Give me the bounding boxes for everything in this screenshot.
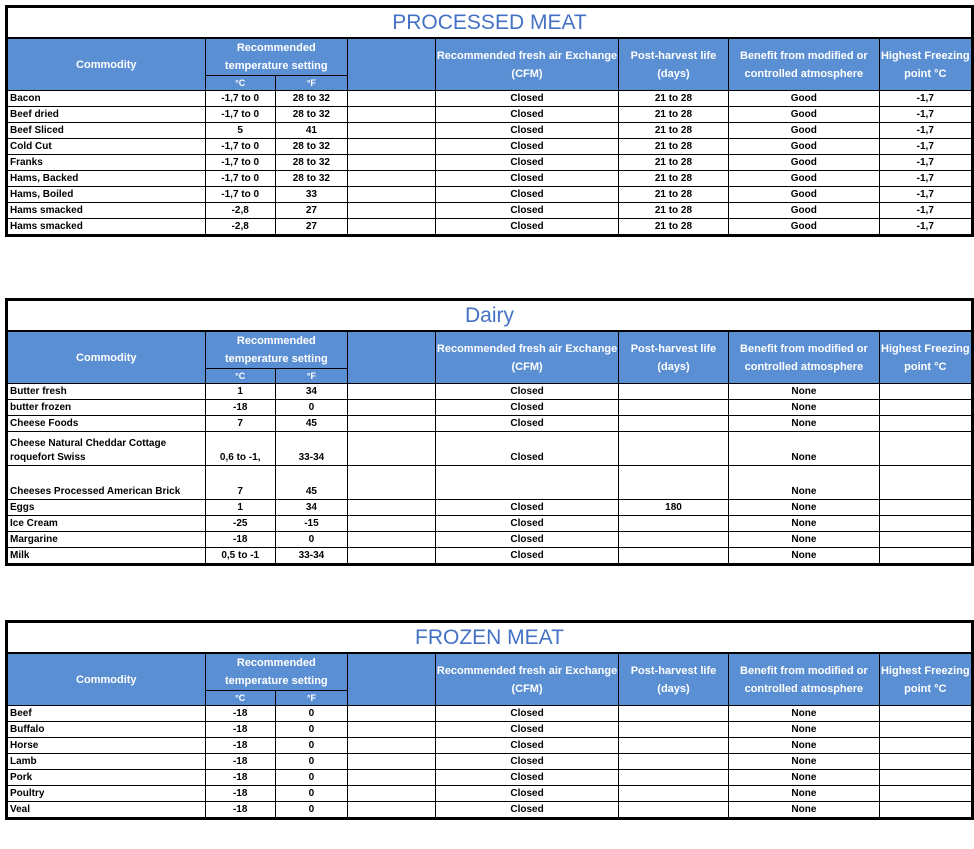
cell-air: Closed <box>436 203 619 219</box>
cell-life <box>618 770 728 786</box>
cell-blank <box>348 738 436 754</box>
cell-freeze <box>879 516 971 532</box>
cell-c: 0,6 to -1, <box>205 432 275 466</box>
cell-c: -18 <box>205 532 275 548</box>
cell-air: Closed <box>436 532 619 548</box>
cell-c: -18 <box>205 722 275 738</box>
cell-f: 27 <box>275 203 347 219</box>
section-table-0 <box>5 5 974 237</box>
header-fresh-air: Recommended fresh air Exchange (CFM) <box>436 653 619 706</box>
cell-c: -1,7 to 0 <box>205 155 275 171</box>
cell-air: Closed <box>436 548 619 564</box>
cell-freeze <box>879 416 971 432</box>
cell-life: 21 to 28 <box>618 219 728 235</box>
cell-freeze <box>879 706 971 722</box>
cell-benefit: None <box>729 384 879 400</box>
cell-f: 45 <box>275 416 347 432</box>
cell-c: -18 <box>205 770 275 786</box>
cell-air: Closed <box>436 516 619 532</box>
cell-benefit: Good <box>729 187 879 203</box>
cell-benefit: Good <box>729 139 879 155</box>
cell-f: 0 <box>275 770 347 786</box>
cell-life: 21 to 28 <box>618 139 728 155</box>
cell-benefit: None <box>729 770 879 786</box>
cell-air: Closed <box>436 187 619 203</box>
table-row <box>8 107 972 123</box>
header-commodity: Commodity <box>8 38 206 91</box>
cell-life <box>618 416 728 432</box>
table-row <box>8 516 972 532</box>
cell-commodity: butter frozen <box>8 400 206 416</box>
table-row <box>8 770 972 786</box>
table-row <box>8 187 972 203</box>
cell-benefit: None <box>729 738 879 754</box>
cell-benefit: None <box>729 706 879 722</box>
cell-f: 41 <box>275 123 347 139</box>
cell-benefit: None <box>729 400 879 416</box>
table-row <box>8 532 972 548</box>
cell-air: Closed <box>436 91 619 107</box>
cell-life <box>618 722 728 738</box>
cell-life <box>618 466 728 500</box>
cell-blank <box>347 139 435 155</box>
cell-f: 0 <box>275 738 347 754</box>
cell-freeze: -1,7 <box>879 123 971 139</box>
table-row <box>8 123 972 139</box>
cell-c: -25 <box>205 516 275 532</box>
cell-life <box>618 754 728 770</box>
cell-freeze <box>879 384 971 400</box>
table-row <box>8 722 972 738</box>
table-row <box>8 155 972 171</box>
cell-blank <box>347 123 435 139</box>
cell-c: -18 <box>205 802 275 818</box>
cell-f: 45 <box>275 466 347 500</box>
header-fresh-air: Recommended fresh air Exchange (CFM) <box>436 331 619 384</box>
cell-commodity: Cheeses Processed American Brick <box>8 466 206 500</box>
cell-benefit: None <box>729 754 879 770</box>
cell-blank <box>348 466 436 500</box>
cell-air: Closed <box>436 500 619 516</box>
cell-air: Closed <box>436 802 619 818</box>
cell-blank <box>348 416 436 432</box>
cell-air: Closed <box>436 770 619 786</box>
cell-benefit: Good <box>729 171 879 187</box>
cell-freeze <box>879 738 971 754</box>
cell-c: 1 <box>205 384 275 400</box>
cell-blank <box>348 500 436 516</box>
cell-freeze <box>879 770 971 786</box>
cell-c: -18 <box>205 754 275 770</box>
cell-commodity: Cheese Foods <box>8 416 206 432</box>
cell-air: Closed <box>436 786 619 802</box>
cell-life <box>618 802 728 818</box>
section-table-2 <box>5 620 974 820</box>
cell-life: 21 to 28 <box>618 155 728 171</box>
header-temperature: Recommended temperature setting <box>205 331 347 369</box>
cell-benefit: None <box>729 500 879 516</box>
cell-f: -15 <box>275 516 347 532</box>
cell-life: 21 to 28 <box>618 91 728 107</box>
cell-benefit: None <box>729 532 879 548</box>
header-post-harvest: Post-harvest life (days) <box>618 331 728 384</box>
cell-benefit: Good <box>729 123 879 139</box>
cell-commodity: Veal <box>8 802 206 818</box>
table-row <box>8 754 972 770</box>
cell-life: 21 to 28 <box>618 187 728 203</box>
cell-blank <box>348 548 436 564</box>
table-row <box>8 400 972 416</box>
section-title: Dairy <box>8 301 972 332</box>
cell-blank <box>348 754 436 770</box>
cell-c: -2,8 <box>205 219 275 235</box>
table-row <box>8 466 972 500</box>
cell-freeze <box>879 802 971 818</box>
header-fahrenheit: °F <box>275 691 347 706</box>
cell-commodity: Milk <box>8 548 206 564</box>
cell-freeze: -1,7 <box>879 155 971 171</box>
cell-f: 0 <box>275 754 347 770</box>
cell-air: Closed <box>436 107 619 123</box>
cell-commodity: Buffalo <box>8 722 206 738</box>
cell-commodity: Beef <box>8 706 206 722</box>
cell-blank <box>347 107 435 123</box>
cell-air: Closed <box>436 384 619 400</box>
cell-blank <box>348 432 436 466</box>
cell-benefit: None <box>729 548 879 564</box>
header-blank <box>348 653 436 706</box>
cell-life <box>618 548 728 564</box>
cell-benefit: None <box>729 416 879 432</box>
cell-freeze <box>879 754 971 770</box>
cell-freeze: -1,7 <box>879 203 971 219</box>
table-row <box>8 500 972 516</box>
cell-life: 21 to 28 <box>618 107 728 123</box>
cell-commodity: Ice Cream <box>8 516 206 532</box>
cell-freeze <box>879 432 971 466</box>
header-benefit: Benefit from modified or controlled atmosphere <box>729 38 879 91</box>
cell-life <box>618 738 728 754</box>
cell-c: 0,5 to -1 <box>205 548 275 564</box>
cell-blank <box>348 770 436 786</box>
cell-air: Closed <box>436 219 619 235</box>
cell-f: 0 <box>275 802 347 818</box>
cell-commodity: Horse <box>8 738 206 754</box>
cell-life: 21 to 28 <box>618 123 728 139</box>
cell-life <box>618 432 728 466</box>
cell-benefit: Good <box>729 203 879 219</box>
cell-blank <box>348 384 436 400</box>
header-post-harvest: Post-harvest life (days) <box>618 38 728 91</box>
cell-benefit: Good <box>729 107 879 123</box>
cell-commodity: Butter fresh <box>8 384 206 400</box>
cell-benefit: None <box>729 802 879 818</box>
cell-freeze <box>879 548 971 564</box>
cell-f: 33-34 <box>275 548 347 564</box>
cell-commodity: Bacon <box>8 91 206 107</box>
table-row <box>8 738 972 754</box>
cell-freeze <box>879 400 971 416</box>
cell-freeze: -1,7 <box>879 107 971 123</box>
cell-life: 21 to 28 <box>618 171 728 187</box>
header-post-harvest: Post-harvest life (days) <box>618 653 728 706</box>
header-temperature: Recommended temperature setting <box>205 653 347 691</box>
cell-blank <box>347 171 435 187</box>
cell-benefit: Good <box>729 219 879 235</box>
cell-f: 28 to 32 <box>275 139 347 155</box>
cell-c: 7 <box>205 416 275 432</box>
cell-c: -18 <box>205 738 275 754</box>
cell-air: Closed <box>436 738 619 754</box>
cell-air: Closed <box>436 123 619 139</box>
cell-f: 0 <box>275 786 347 802</box>
header-celsius: °C <box>205 691 275 706</box>
cell-freeze: -1,7 <box>879 139 971 155</box>
section-table-1 <box>5 298 974 566</box>
cell-commodity: Cheese Natural Cheddar Cottage roquefort Swiss <box>8 432 206 466</box>
cell-c: 5 <box>205 123 275 139</box>
cell-commodity: Poultry <box>8 786 206 802</box>
cell-blank <box>348 722 436 738</box>
cell-commodity: Hams, Boiled <box>8 187 206 203</box>
cell-c: 7 <box>205 466 275 500</box>
cell-air: Closed <box>436 432 619 466</box>
cell-air: Closed <box>436 400 619 416</box>
cell-freeze <box>879 466 971 500</box>
cell-blank <box>348 802 436 818</box>
cell-life: 21 to 28 <box>618 203 728 219</box>
header-freezing-point: Highest Freezing point °C <box>879 38 971 91</box>
cell-c: 1 <box>205 500 275 516</box>
table-row <box>8 171 972 187</box>
cell-life <box>618 516 728 532</box>
cell-c: -18 <box>205 400 275 416</box>
section-title: FROZEN MEAT <box>8 623 972 654</box>
header-fresh-air: Recommended fresh air Exchange (CFM) <box>436 38 619 91</box>
cell-air: Closed <box>436 171 619 187</box>
cell-commodity: Lamb <box>8 754 206 770</box>
header-celsius: °C <box>205 369 275 384</box>
cell-f: 33-34 <box>275 432 347 466</box>
cell-benefit: None <box>729 466 879 500</box>
cell-benefit: None <box>729 432 879 466</box>
cell-benefit: Good <box>729 91 879 107</box>
header-freezing-point: Highest Freezing point °C <box>879 653 971 706</box>
table-row <box>8 786 972 802</box>
cell-air <box>436 466 619 500</box>
cell-life <box>618 786 728 802</box>
cell-air: Closed <box>436 155 619 171</box>
cell-benefit: Good <box>729 155 879 171</box>
table-row <box>8 219 972 235</box>
table-row <box>8 203 972 219</box>
cell-life <box>618 384 728 400</box>
header-benefit: Benefit from modified or controlled atmosphere <box>729 653 879 706</box>
cell-freeze <box>879 532 971 548</box>
cell-benefit: None <box>729 722 879 738</box>
cell-freeze: -1,7 <box>879 91 971 107</box>
cell-commodity: Pork <box>8 770 206 786</box>
cell-f: 27 <box>275 219 347 235</box>
cell-c: -1,7 to 0 <box>205 187 275 203</box>
header-blank <box>348 331 436 384</box>
cell-freeze: -1,7 <box>879 219 971 235</box>
cell-commodity: Hams smacked <box>8 219 206 235</box>
cell-blank <box>348 706 436 722</box>
cell-f: 28 to 32 <box>275 155 347 171</box>
cell-freeze: -1,7 <box>879 187 971 203</box>
cell-commodity: Beef dried <box>8 107 206 123</box>
header-commodity: Commodity <box>8 653 206 706</box>
cell-c: -1,7 to 0 <box>205 91 275 107</box>
table-row <box>8 416 972 432</box>
cell-f: 28 to 32 <box>275 171 347 187</box>
table-row <box>8 548 972 564</box>
cell-life: 180 <box>618 500 728 516</box>
header-fahrenheit: °F <box>275 369 347 384</box>
header-benefit: Benefit from modified or controlled atmosphere <box>729 331 879 384</box>
cell-blank <box>347 219 435 235</box>
cell-f: 0 <box>275 400 347 416</box>
cell-benefit: None <box>729 786 879 802</box>
header-freezing-point: Highest Freezing point °C <box>879 331 971 384</box>
cell-f: 0 <box>275 722 347 738</box>
table-row <box>8 91 972 107</box>
table-row <box>8 432 972 466</box>
header-celsius: °C <box>205 76 275 91</box>
cell-commodity: Beef Sliced <box>8 123 206 139</box>
cell-c: -2,8 <box>205 203 275 219</box>
cell-commodity: Hams, Backed <box>8 171 206 187</box>
cell-f: 34 <box>275 500 347 516</box>
cell-life <box>618 532 728 548</box>
cell-commodity: Franks <box>8 155 206 171</box>
cell-air: Closed <box>436 416 619 432</box>
section-title: PROCESSED MEAT <box>8 8 972 39</box>
header-temperature: Recommended temperature setting <box>205 38 347 76</box>
cell-f: 33 <box>275 187 347 203</box>
cell-c: -18 <box>205 706 275 722</box>
cell-benefit: None <box>729 516 879 532</box>
cell-f: 0 <box>275 532 347 548</box>
cell-blank <box>347 203 435 219</box>
cell-blank <box>347 187 435 203</box>
cell-c: -18 <box>205 786 275 802</box>
cell-commodity: Cold Cut <box>8 139 206 155</box>
cell-f: 34 <box>275 384 347 400</box>
cell-air: Closed <box>436 754 619 770</box>
cell-air: Closed <box>436 722 619 738</box>
cell-blank <box>347 155 435 171</box>
cell-blank <box>348 532 436 548</box>
table-row <box>8 802 972 818</box>
cell-blank <box>348 400 436 416</box>
cell-life <box>618 400 728 416</box>
cell-commodity: Hams smacked <box>8 203 206 219</box>
cell-blank <box>348 786 436 802</box>
cell-freeze: -1,7 <box>879 171 971 187</box>
cell-commodity: Margarine <box>8 532 206 548</box>
cell-freeze <box>879 786 971 802</box>
cell-c: -1,7 to 0 <box>205 107 275 123</box>
header-blank <box>347 38 435 91</box>
table-row <box>8 139 972 155</box>
cell-blank <box>347 91 435 107</box>
cell-freeze <box>879 722 971 738</box>
cell-air: Closed <box>436 139 619 155</box>
cell-c: -1,7 to 0 <box>205 171 275 187</box>
cell-life <box>618 706 728 722</box>
cell-c: -1,7 to 0 <box>205 139 275 155</box>
cell-air: Closed <box>436 706 619 722</box>
cell-blank <box>348 516 436 532</box>
table-row <box>8 384 972 400</box>
cell-freeze <box>879 500 971 516</box>
header-commodity: Commodity <box>8 331 206 384</box>
cell-commodity: Eggs <box>8 500 206 516</box>
cell-f: 0 <box>275 706 347 722</box>
header-fahrenheit: °F <box>275 76 347 91</box>
cell-f: 28 to 32 <box>275 91 347 107</box>
cell-f: 28 to 32 <box>275 107 347 123</box>
table-row <box>8 706 972 722</box>
